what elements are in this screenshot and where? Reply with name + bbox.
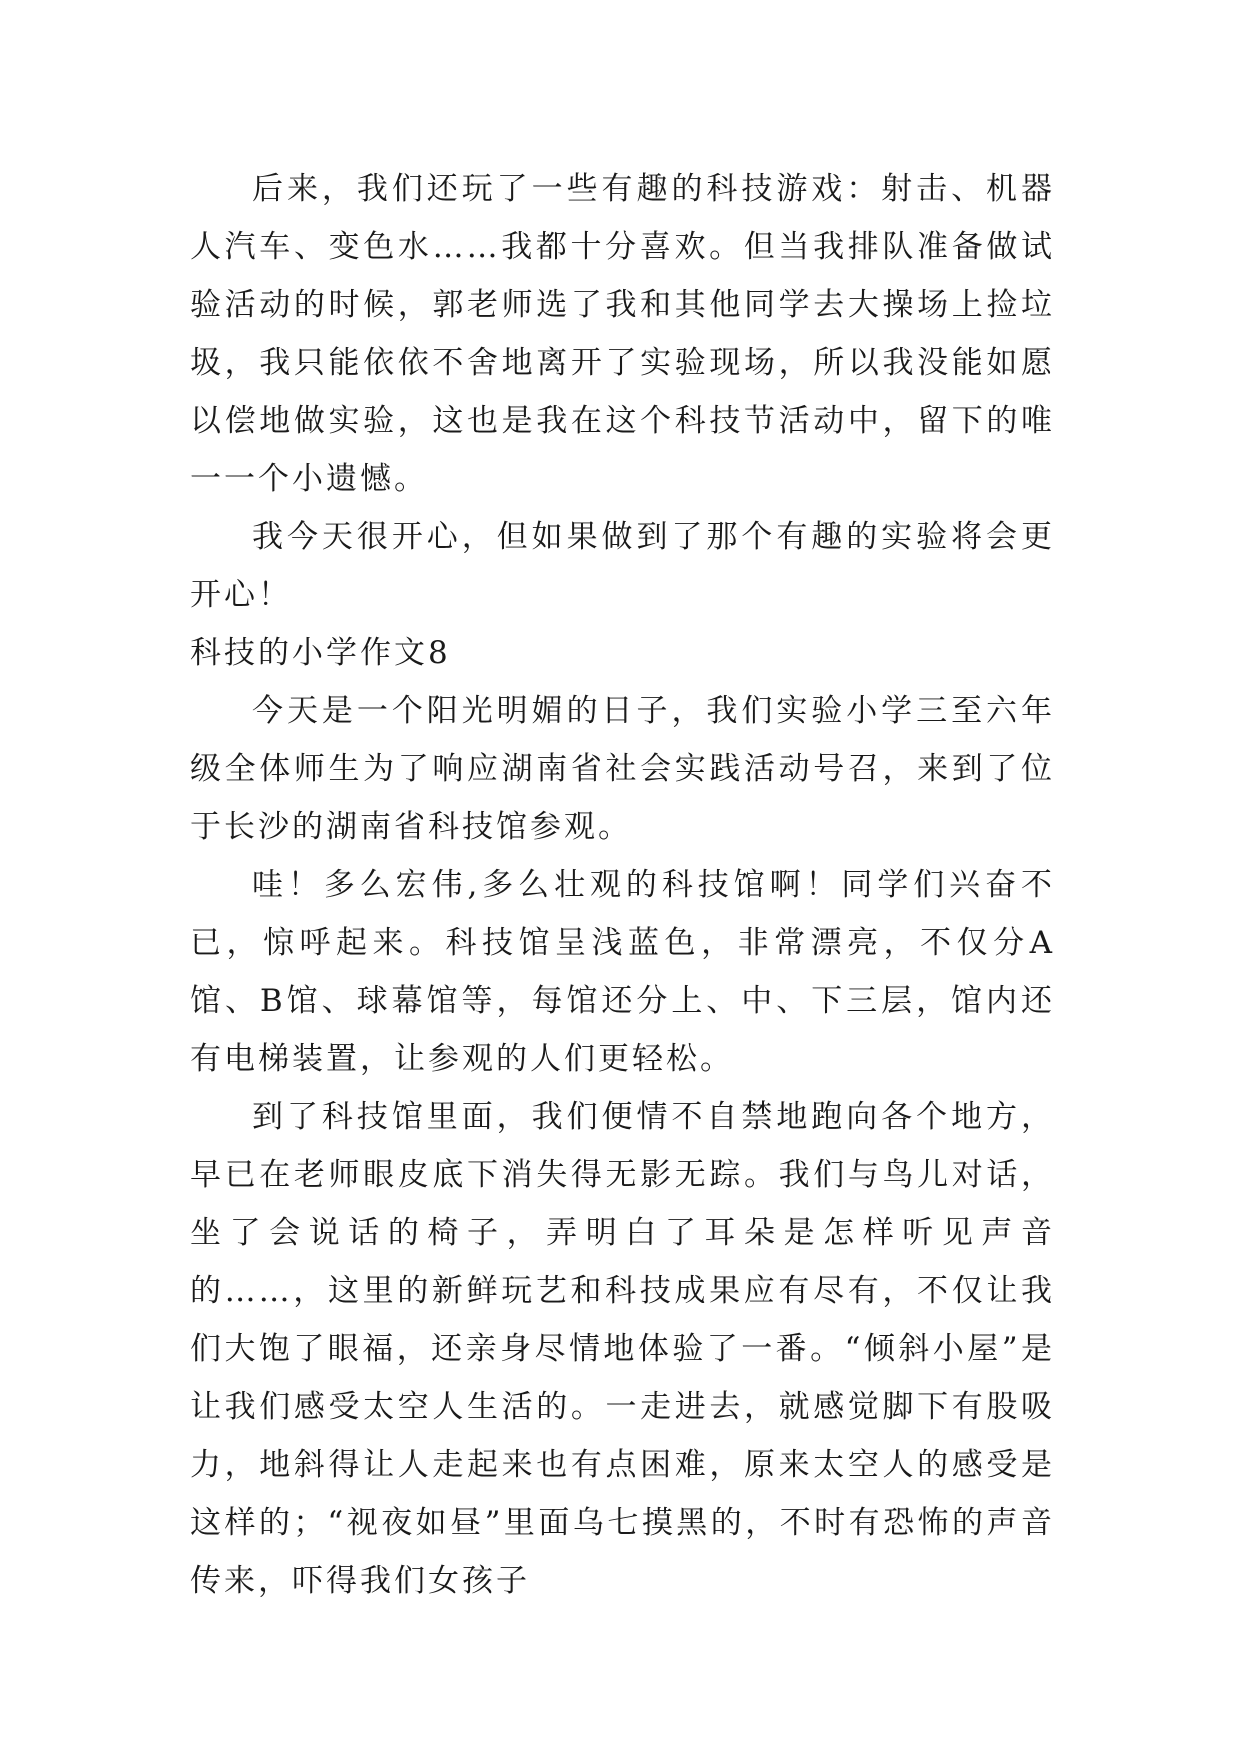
paragraph-games: 后来，我们还玩了一些有趣的科技游戏：射击、机器人汽车、变色水……我都十分喜欢。但当我排队准备做试验活动的时候，郭老师选了我和其他同学去大操场上捡垃圾，我只能依依不舍地离开了实验现场，所以我没能如愿以偿地做实验，这也是我在这个科技节活动中，留下的唯一一个小遗憾。 [190,171,1055,497]
paragraph-happy: 我今天很开心，但如果做到了那个有趣的实验将会更开心！ [190,519,1055,613]
document-body [190,160,1055,1610]
paragraph-museum: 哇！多么宏伟,多么壮观的科技馆啊！同学们兴奋不已，惊呼起来。科技馆呈浅蓝色，非常漂亮，不仅分A馆、B馆、球幕馆等，每馆还分上、中、下三层，馆内还有电梯装置，让参观的人们更轻松。 [190,867,1055,1077]
paragraph-visit: 今天是一个阳光明媚的日子，我们实验小学三至六年级全体师生为了响应湖南省社会实践活动号召，来到了位于长沙的湖南省科技馆参观。 [190,693,1055,845]
paragraph-exhibits: 到了科技馆里面，我们便情不自禁地跑向各个地方，早已在老师眼皮底下消失得无影无踪。我们与鸟儿对话，坐了会说话的椅子，弄明白了耳朵是怎样听见声音的……，这里的新鲜玩艺和科技成果应有尽有，不仅让我们大饱了眼福，还亲身尽情地体验了一番。“倾斜小屋”是让我们感受太空人生活的。一走进去，就感觉脚下有股吸力，地斜得让人走起来也有点困难，原来太空人的感受是这样的；“视夜如昼”里面乌七摸黑的，不时有恐怖的声音传来，吓得我们女孩子 [190,1099,1055,1599]
section-title: 科技的小学作文8 [190,635,451,671]
